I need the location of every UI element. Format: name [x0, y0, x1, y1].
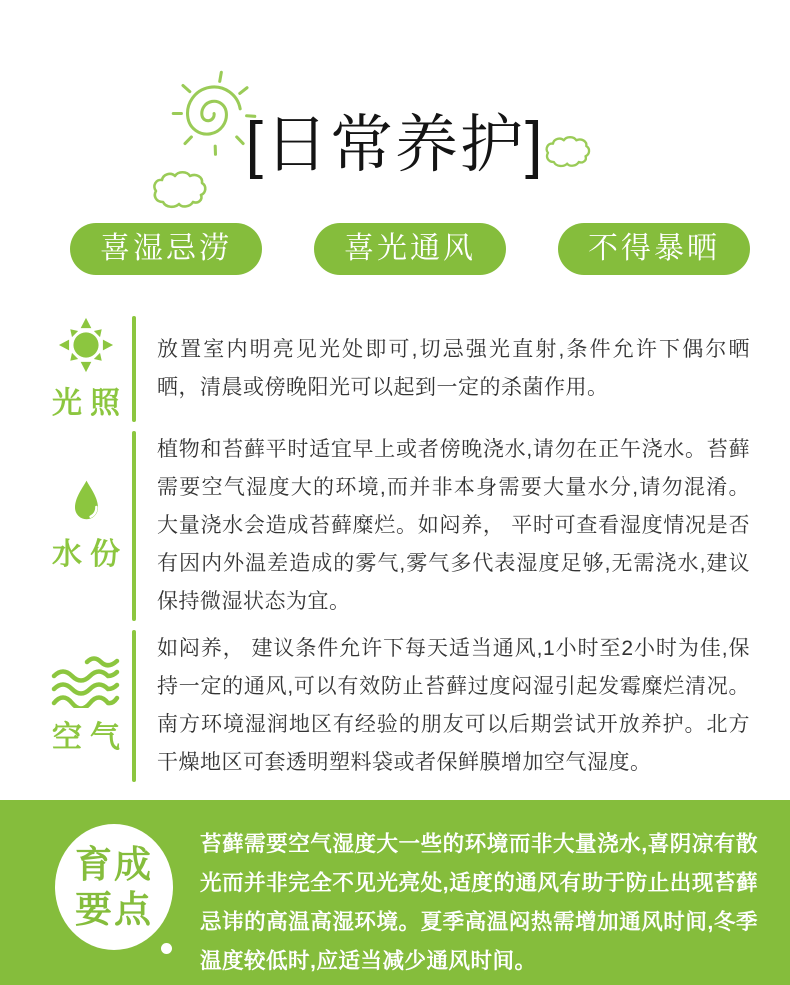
key-points-banner	[0, 800, 790, 985]
section-light-icon-col	[40, 316, 132, 422]
badge-text-line1: 育成	[75, 844, 153, 885]
section-light-label: 光照	[52, 387, 128, 420]
section-air-label: 空气	[52, 721, 128, 754]
section-water-text: 植物和苔藓平时适宜早上或者傍晚浇水,请勿在正午浇水。苔藓需要空气湿度大的环境,而并非本身需要大量水分,请勿混淆。大量浇水会造成苔藓糜烂。如闷养， 平时可查看湿度情况是否有因内外温差造成的雾气,雾气多代表湿度足够,无需浇水,建议保持微湿状态为宜。	[157, 438, 750, 613]
divider	[132, 630, 136, 782]
section-light	[40, 316, 750, 422]
tag-no-sun-exposure: 不得暴晒	[558, 223, 750, 275]
tag-moisture: 喜湿忌涝	[70, 223, 262, 275]
divider	[132, 316, 136, 422]
cloud-icon	[543, 134, 593, 170]
air-waves-icon	[51, 656, 121, 708]
sun-icon	[55, 316, 117, 374]
page-title: [日常养护]	[245, 110, 545, 180]
badge-text-line2: 要点	[75, 889, 153, 930]
section-light-text: 放置室内明亮见光处即可,切忌强光直射,条件允许下偶尔晒晒，清晨或傍晚阳光可以起到一定的杀菌作用。	[157, 338, 750, 399]
badge-dot	[161, 943, 172, 954]
section-water-label: 水份	[52, 538, 128, 571]
section-air-text: 如闷养， 建议条件允许下每天适当通风,1小时至2小时为佳,保持一定的通风,可以有效防止苔藓过度闷湿引起发霉糜烂清况。南方环境湿润地区有经验的朋友可以后期尝试开放养护。北方干燥地区可套透明塑料袋或者保鲜膜增加空气湿度。	[157, 637, 750, 774]
tag-light-ventilation: 喜光通风	[314, 223, 506, 275]
key-points-badge	[55, 824, 173, 950]
key-points-text: 苔藓需要空气湿度大一些的环境而非大量浇水,喜阴凉有散光而并非完全不见光亮处,适度的通风有助于防止出现苔藓忌讳的高温高湿环境。夏季高温闷热需增加通风时间,冬季温度较低时,应适当减少通风时间。	[200, 832, 758, 973]
tag-row	[70, 223, 750, 275]
section-air-icon-col	[40, 656, 132, 756]
divider	[132, 431, 136, 621]
section-water	[40, 431, 750, 621]
water-drop-icon	[70, 479, 103, 525]
section-air	[40, 630, 750, 782]
care-sections	[40, 316, 750, 791]
section-water-icon-col	[40, 479, 132, 573]
